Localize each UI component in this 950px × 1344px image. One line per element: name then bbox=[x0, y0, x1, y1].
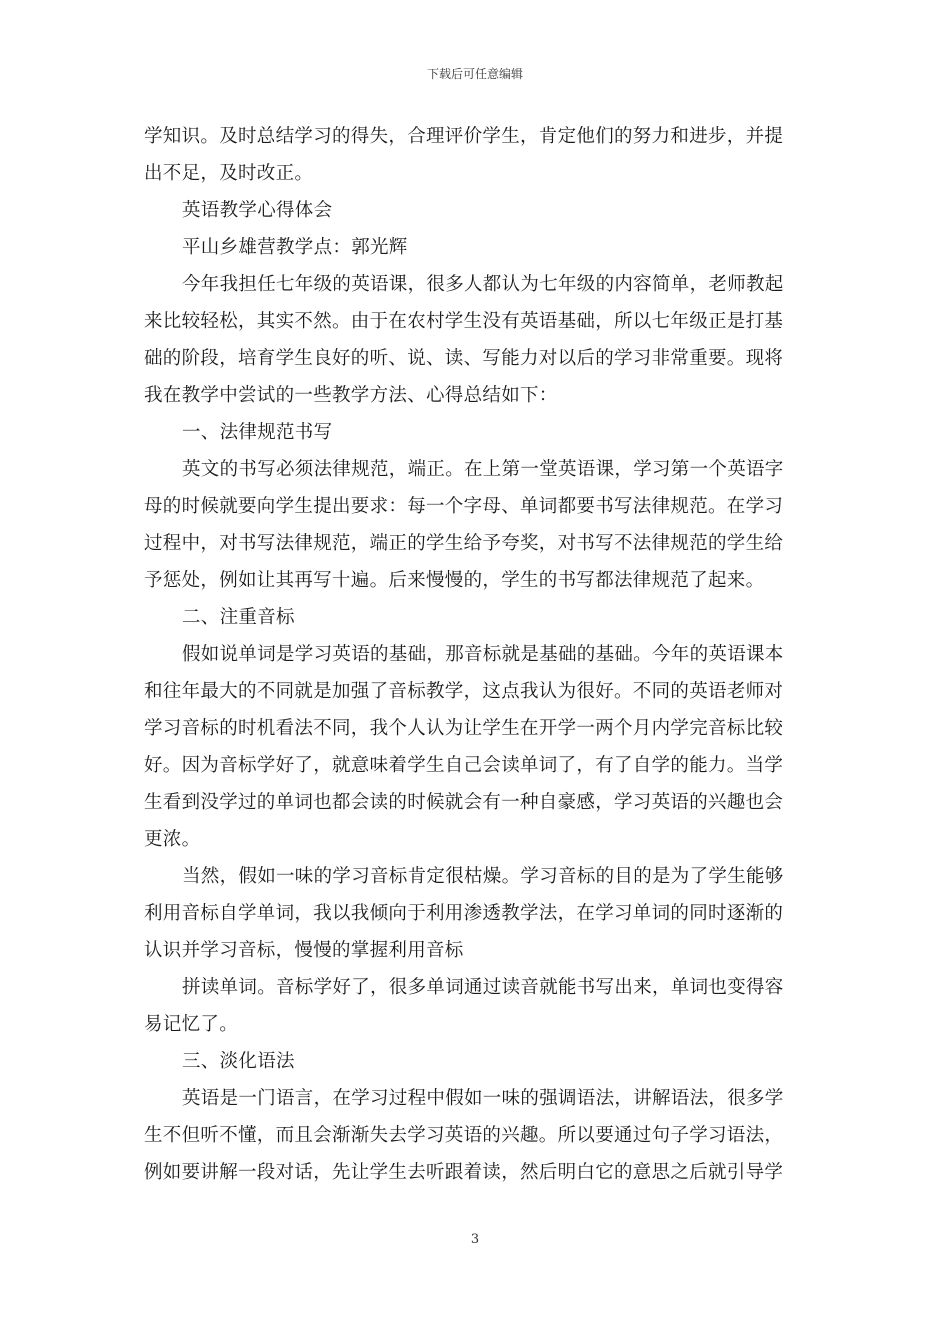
text-line: 英文的书写必须法律规范，端正。在上第一堂英语课，学习第一个英语字 bbox=[182, 459, 784, 480]
text-line: 今年我担任七年级的英语课，很多人都认为七年级的内容简单，老师教起 bbox=[182, 274, 784, 295]
text-line: 和往年最大的不同就是加强了音标教学，这点我认为很好。不同的英语老师对 bbox=[144, 681, 784, 702]
text-line: 易记忆了。 bbox=[144, 1014, 239, 1035]
text-line: 生看到没学过的单词也都会读的时候就会有一种自豪感，学习英语的兴趣也会 bbox=[144, 792, 784, 813]
text-line: 当然，假如一味的学习音标肯定很枯燥。学习音标的目的是为了学生能够 bbox=[182, 866, 784, 887]
page-number: 3 bbox=[470, 1232, 480, 1247]
text-line: 英语教学心得体会 bbox=[182, 200, 333, 221]
text-line: 予惩处，例如让其再写十遍。后来慢慢的，学生的书写都法律规范了起来。 bbox=[144, 570, 765, 591]
text-line: 更浓。 bbox=[144, 829, 201, 850]
text-line: 学习音标的时机看法不同，我个人认为让学生在开学一两个月内学完音标比较 bbox=[144, 718, 784, 739]
text-line: 一、法律规范书写 bbox=[182, 422, 333, 443]
text-line: 我在教学中尝试的一些教学方法、心得总结如下： bbox=[144, 385, 558, 406]
text-line: 来比较轻松，其实不然。由于在农村学生没有英语基础，所以七年级正是打基 bbox=[144, 311, 784, 332]
text-line: 好。因为音标学好了，就意味着学生自己会读单词了，有了自学的能力。当学 bbox=[144, 755, 784, 776]
page-header: 下载后可任意编辑 bbox=[426, 67, 523, 81]
text-line: 出不足，及时改正。 bbox=[144, 163, 314, 184]
text-line: 学知识。及时总结学习的得失，合理评价学生，肯定他们的努力和进步，并提 bbox=[144, 126, 784, 147]
text-line: 英语是一门语言，在学习过程中假如一味的强调语法，讲解语法，很多学 bbox=[182, 1088, 784, 1109]
text-line: 三、淡化语法 bbox=[182, 1051, 295, 1072]
text-line: 生不但听不懂，而且会渐渐失去学习英语的兴趣。所以要通过句子学习语法， bbox=[144, 1125, 784, 1146]
text-line: 过程中，对书写法律规范，端正的学生给予夸奖，对书写不法律规范的学生给 bbox=[144, 533, 784, 554]
text-line: 母的时候就要向学生提出要求：每一个字母、单词都要书写法律规范。在学习 bbox=[144, 496, 784, 517]
text-line: 平山乡雄营教学点：郭光辉 bbox=[182, 237, 408, 258]
document-body bbox=[144, 118, 808, 1191]
text-line: 二、注重音标 bbox=[182, 607, 295, 628]
text-line: 认识并学习音标，慢慢的掌握利用音标 bbox=[144, 940, 464, 961]
text-line: 础的阶段，培育学生良好的听、说、读、写能力对以后的学习非常重要。现将 bbox=[144, 348, 784, 369]
text-line: 拼读单词。音标学好了，很多单词通过读音就能书写出来，单词也变得容 bbox=[182, 977, 784, 998]
text-line: 利用音标自学单词，我以我倾向于利用渗透教学法，在学习单词的同时逐渐的 bbox=[144, 903, 784, 924]
text-line: 假如说单词是学习英语的基础，那音标就是基础的基础。今年的英语课本 bbox=[182, 644, 784, 665]
text-line: 例如要讲解一段对话，先让学生去听跟着读，然后明白它的意思之后就引导学 bbox=[144, 1162, 784, 1183]
